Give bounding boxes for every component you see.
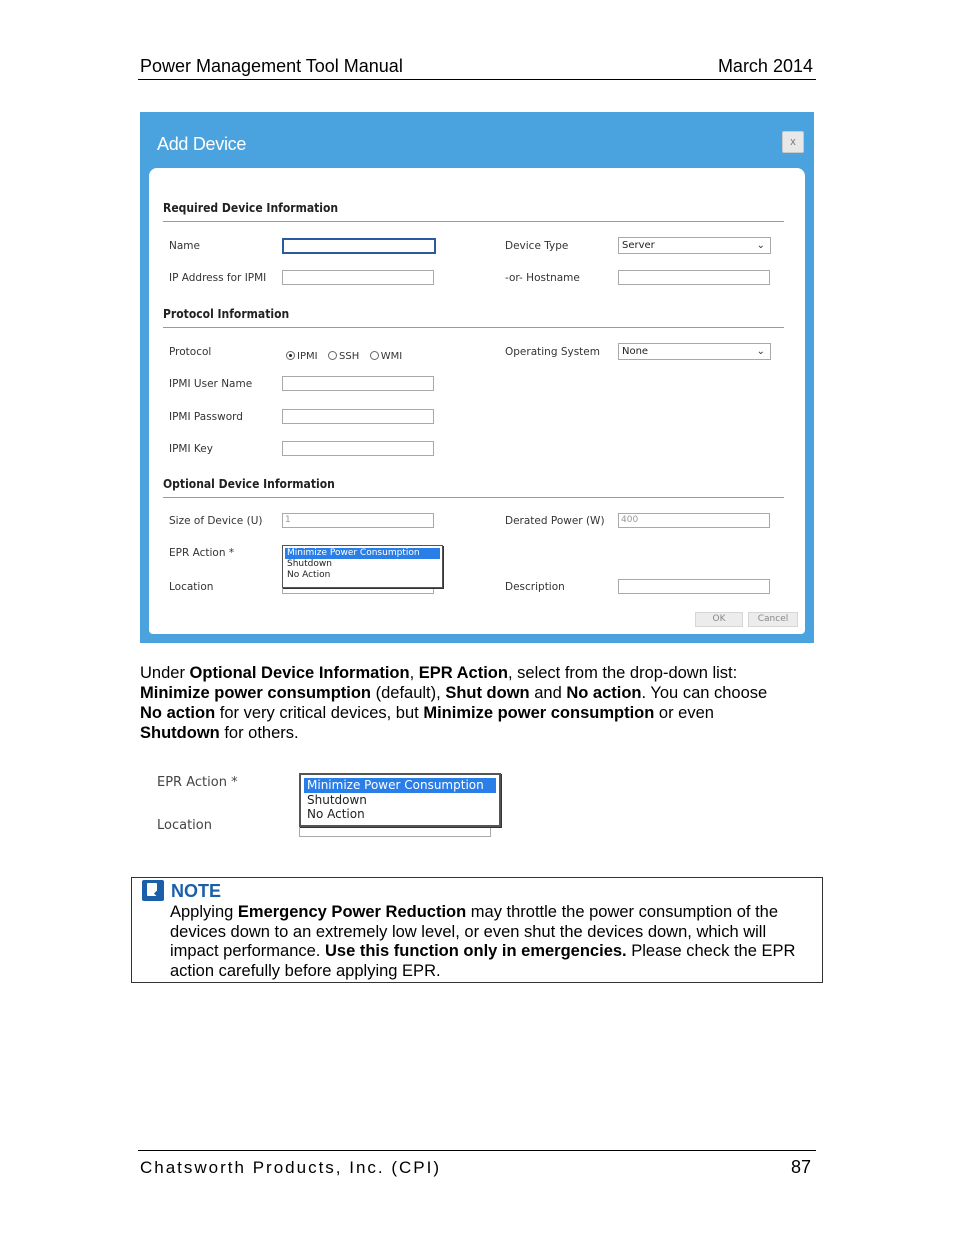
epr-option-minimize[interactable]: Minimize Power Consumption [285,548,440,559]
note-bold: Use this function only in emergencies. [324,942,627,961]
radio-ipmi[interactable] [286,351,295,360]
para-bold: Shut down [445,684,530,702]
chevron-down-icon: ⌄ [756,346,765,357]
section-optional: Optional Device Information [163,477,335,491]
ip-address-input[interactable] [282,270,434,285]
name-input[interactable] [282,238,436,254]
section-divider [163,497,784,498]
note-text-span: may throttle the power consumption of the devices down to an extremely low level, or even shut the devices down, which will impact performance. [170,903,779,961]
instruction-paragraph [140,663,820,743]
epr-option-no-action[interactable]: No Action [287,570,331,580]
note-text-span: Please check the EPR action carefully before applying EPR. [170,942,796,980]
zoom-epr-action-label: EPR Action * [157,775,238,790]
epr-option-shutdown[interactable]: Shutdown [287,559,332,569]
description-label: Description [505,581,565,593]
protocol-label: Protocol [169,346,212,358]
zoom-option-shutdown[interactable]: Shutdown [307,792,367,807]
protocol-radio-group [286,346,408,364]
header-rule [138,79,816,80]
epr-action-dropdown[interactable] [282,545,443,588]
para-bold: Minimize power consumption [140,684,372,702]
size-input[interactable]: 1 [282,513,434,528]
note-box [131,877,823,983]
section-required: Required Device Information [163,201,339,215]
zoom-epr-dropdown[interactable] [299,773,501,827]
ipmi-password-input[interactable] [282,409,434,424]
note-text [170,903,810,981]
device-type-select[interactable] [618,237,771,254]
radio-wmi-label: WMI [380,351,403,362]
para-text: for others. [219,724,299,742]
note-icon [142,880,164,901]
para-text: (default), [371,684,446,702]
add-device-dialog [140,112,814,643]
para-bold: No action [566,684,642,702]
para-bold: EPR Action [418,664,508,682]
para-text: . You can choose [641,684,768,702]
dialog-title: Add Device [157,134,247,154]
operating-system-value: None [622,346,649,357]
para-bold: Minimize power consumption [423,704,655,722]
para-bold: Optional Device Information [189,664,410,682]
note-heading: NOTE [171,881,222,901]
footer-company: Chatsworth Products, Inc. (CPI) [140,1158,442,1177]
ok-button[interactable]: OK [695,612,743,627]
ipmi-password-label: IPMI Password [169,411,243,423]
cancel-button[interactable]: Cancel [748,612,798,627]
note-bold: Emergency Power Reduction [237,903,467,921]
header-title: Power Management Tool Manual [140,56,403,76]
para-text: Under [140,664,190,682]
epr-action-label: EPR Action * [169,547,235,559]
para-text: or even [654,704,714,722]
dialog-body [149,168,805,634]
para-text: , [409,664,419,682]
header-date: March 2014 [717,56,813,76]
name-label: Name [169,240,200,252]
close-icon[interactable]: x [782,131,804,153]
section-divider [163,221,784,222]
operating-system-label: Operating System [505,346,600,358]
chevron-down-icon: ⌄ [756,240,765,251]
device-type-value: Server [622,240,655,251]
zoom-location-label: Location [157,818,212,833]
location-label: Location [169,581,214,593]
zoom-option-minimize[interactable]: Minimize Power Consumption [304,778,496,793]
ipmi-key-label: IPMI Key [169,443,213,455]
para-bold: Shutdown [140,724,220,742]
para-text: and [529,684,567,702]
ipmi-user-label: IPMI User Name [169,378,253,390]
ipmi-key-input[interactable] [282,441,434,456]
ipmi-user-input[interactable] [282,376,434,391]
ip-address-label: IP Address for IPMI [169,272,267,284]
para-bold: No action [140,704,216,722]
radio-ssh-label: SSH [339,351,360,362]
hostname-input[interactable] [618,270,770,285]
page-number: 87 [790,1157,811,1177]
device-type-label: Device Type [505,240,569,252]
size-label: Size of Device (U) [169,515,263,527]
derated-power-label: Derated Power (W) [505,515,605,527]
radio-ipmi-label: IPMI [297,351,318,362]
footer-rule [138,1150,816,1151]
radio-ssh[interactable] [328,351,337,360]
zoom-option-no-action[interactable]: No Action [307,807,365,821]
note-text-span: Applying [170,903,238,921]
radio-wmi[interactable] [370,351,379,360]
operating-system-select[interactable] [618,343,771,360]
section-divider [163,327,784,328]
para-text: , select from the drop-down list: [507,664,738,682]
section-protocol: Protocol Information [163,307,290,321]
para-text: for very critical devices, but [215,704,424,722]
hostname-label: -or- Hostname [505,272,580,284]
description-input[interactable] [618,579,770,594]
derated-power-input[interactable]: 400 [618,513,770,528]
